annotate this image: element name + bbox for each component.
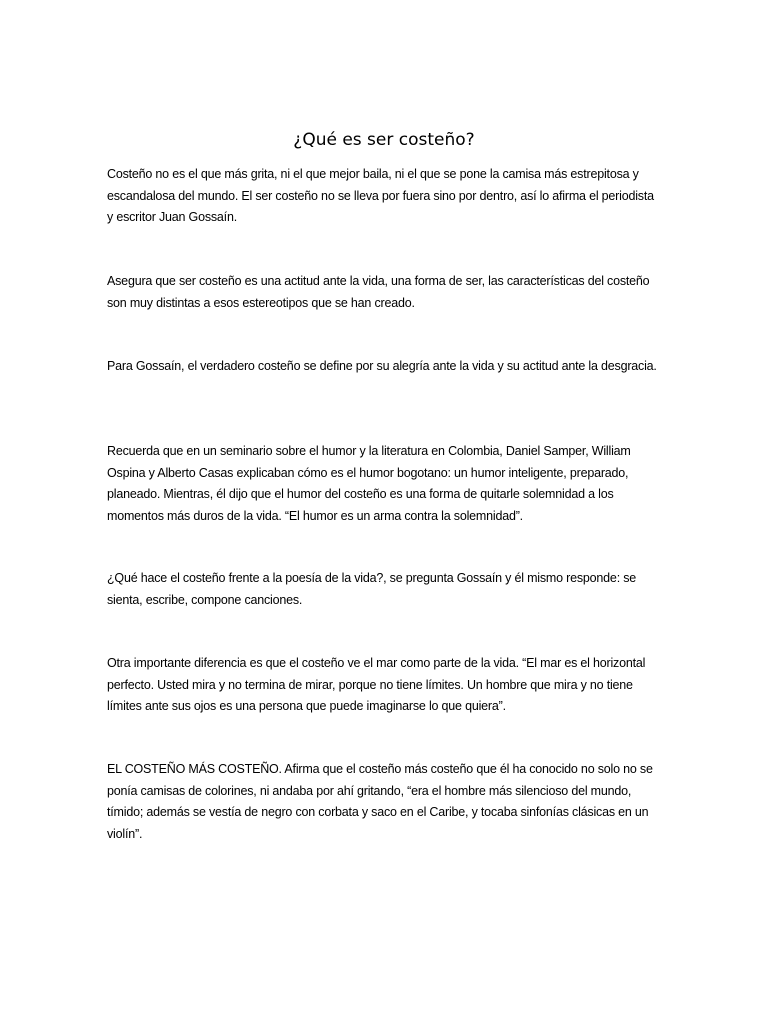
document-title: ¿Qué es ser costeño? <box>293 130 475 150</box>
paragraph-6: Otra importante diferencia es que el costeño ve el mar como parte de la vida. “El mar es el horizontal perfecto. Usted mira y no termina de mirar, porque no tiene límites. Un hombre que mira y no tiene límites ante sus ojos es una persona que puede imaginarse lo que quiera”. <box>107 656 646 713</box>
paragraph-5: ¿Qué hace el costeño frente a la poesía de la vida?, se pregunta Gossaín y él mismo responde: se sienta, escribe, compone canciones. <box>107 571 637 607</box>
paragraph-2: Asegura que ser costeño es una actitud ante la vida, una forma de ser, las características del costeño son muy distintas a esos estereotipos que se han creado. <box>107 274 650 310</box>
paragraph-1: Costeño no es el que más grita, ni el que mejor baila, ni el que se pone la camisa más estrepitosa y escandalosa del mundo. El ser costeño no se lleva por fuera sino por dentro, así lo afirma el periodista y escritor Juan Gossaín. <box>107 167 654 224</box>
paragraph-4: Recuerda que en un seminario sobre el humor y la literatura en Colombia, Daniel Samper, William Ospina y Alberto Casas explicaban cómo es el humor bogotano: un humor inteligente, preparado, planeado. Mientras, él dijo que el humor del costeño es una forma de quitarle solemnidad a los momentos más duros de la vida. “El humor es un arma contra la solemnidad”. <box>107 444 631 523</box>
paragraph-3: Para Gossaín, el verdadero costeño se define por su alegría ante la vida y su actitud ante la desgracia. <box>107 359 657 373</box>
paragraph-7: EL COSTEÑO MÁS COSTEÑO. Afirma que el costeño más costeño que él ha conocido no solo no se ponía camisas de colorines, ni andaba por ahí gritando, “era el hombre más silencioso del mundo, tímido; además se vestía de negro con corbata y saco en el Caribe, y tocaba sinfonías clásicas en un violín”. <box>107 762 653 841</box>
